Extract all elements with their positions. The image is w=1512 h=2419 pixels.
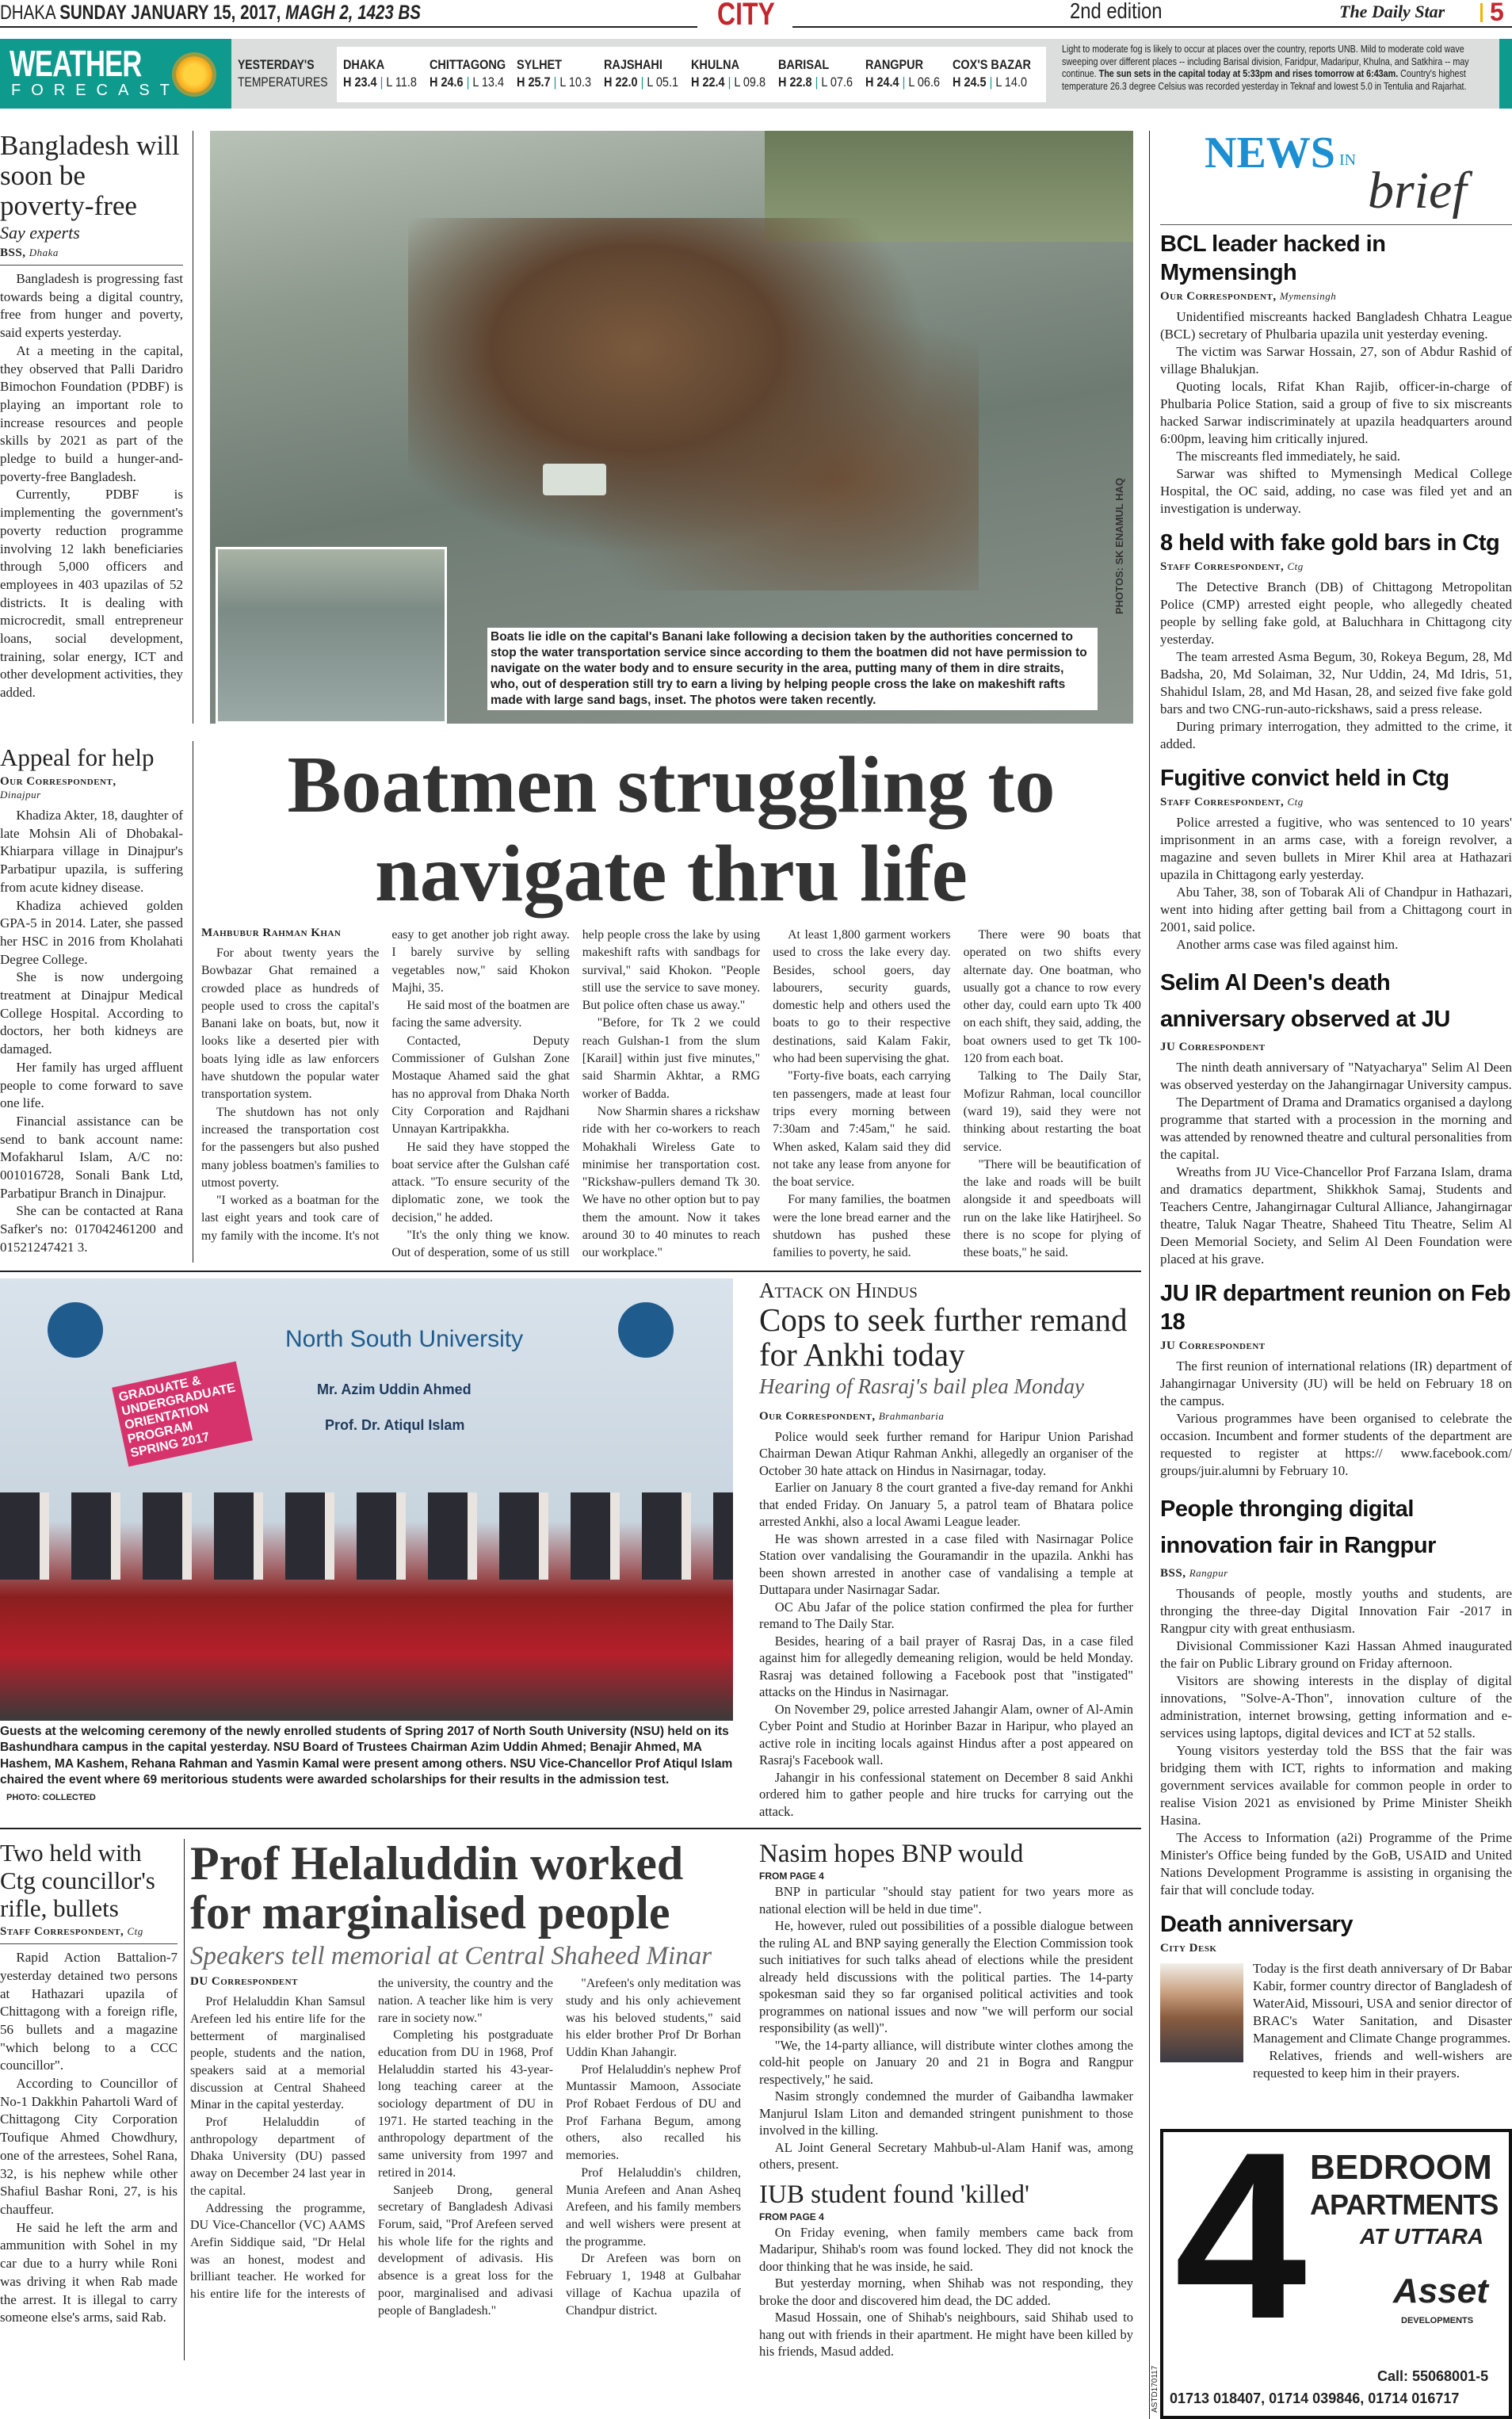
byline [0, 775, 183, 802]
byline [759, 1410, 1133, 1424]
paragraph: Dr Arefeen was born on February 1, 1948 at Gulbahar village of Kachua upazila of Chandpur district. [566, 2252, 741, 2318]
ad-brand-sub: DEVELOPMENTS [1401, 2316, 1474, 2325]
headline: BCL leader hacked in Mymensingh [1160, 231, 1386, 285]
byline-name: BSS, [0, 246, 26, 259]
city-temps: RANGPUR H 24.4 | L 06.6 [865, 57, 941, 90]
death-anniversary [1160, 1899, 1512, 2082]
row-bottom [0, 1828, 1141, 2360]
paragraph: Her family has urged affluent people to come forward to save one life. [0, 1059, 183, 1111]
ad-phones: 01713 018407, 01714 039846, 01714 016717 [1170, 2390, 1460, 2406]
paragraph: Bangladesh is progressing fast towards being a digital country, free from hunger and poverty, said experts yesterday. [0, 271, 183, 341]
paragraph: Rapid Action Battalion-7 yesterday detained two persons at Hathazari upazila of Chittagong with a foreign rifle, 56 bullets and a magazine "which belong to a CCC councillor". [0, 1950, 178, 2073]
story-body [1160, 579, 1512, 753]
city-temps: BARISAL H 22.8 | L 07.6 [778, 57, 853, 90]
high-temp: H 22.8 [778, 75, 812, 90]
row-nsu [0, 1271, 1141, 1821]
high-temp: H 24.6 [430, 75, 464, 90]
paragraph: Besides, hearing of a bail prayer of Rasraj Das, in a case filed against him for allegedly demeaning religion, would be held Monday. Rasraj was detained following a Facebook post that "instigated" attacks on the Hindus in Nasirnagar. [759, 1633, 1133, 1700]
photo-credit: PHOTOS: SK ENAMUL HAQ [1113, 477, 1125, 614]
paragraph: Khadiza Akter, 18, daughter of late Mohsin Ali of Dhobakal-Khiarpara village in Dinajpur's Parbatipur upazila, is suffering from acute kidney disease. [0, 808, 183, 895]
byline [1160, 1339, 1512, 1353]
headline: Appeal for help [0, 743, 155, 771]
byline-name: Our Correspondent, [1160, 290, 1277, 303]
paragraph: Prof Helaluddin's children, Munia Arefeen and Anan Asheq Arefeen, and his family members and well wishers were present at the programme. [566, 2165, 741, 2249]
headline: Cops to seek further remand for Ankhi today [759, 1301, 1128, 1373]
brief-story [1160, 1279, 1512, 1480]
nsu-emblem-right [618, 1302, 674, 1358]
paragraph: Young visitors yesterday told the BSS that the fair was bridging them with ICT, rights to information and making government services available for common people in order to realise Vision 2021 as envisioned by Prime Minister Sheikh Hasina. [1160, 1743, 1512, 1828]
paragraph: Financial assistance can be send to bank account name: Mofakharul Islam, A/C no: 001016728, Sonali Bank Ltd, Parbatipur Branch in Dinajpur. [0, 1113, 183, 1201]
paragraph: "It's the only thing we know. Out of desperation, some of us still help people cross the lake by using makeshift rafts with sandbags for survival," said Khokon. "People still use the service to save money. But police often chase us away." [391, 928, 761, 1260]
article-nasim [759, 1839, 1133, 2173]
paragraph: The miscreants fled immediately, he said. [1176, 449, 1400, 464]
weather-edge [1499, 39, 1512, 109]
raft [543, 464, 606, 495]
header-rule-left [0, 26, 697, 28]
headline: IUB student found 'killed' [759, 2180, 1029, 2209]
paragraph: Sarwar was shifted to Mymensingh Medical College Hospital, the OC said, adding, no case was filed yet and an investigation is underway. [1160, 466, 1512, 516]
paragraph: Thousands of people, mostly youths and students, are thronging the three-day Digital Innovation Fair -2017 in Rangpur city with great enthusiasm. [1160, 1586, 1512, 1636]
article-body [759, 2224, 1133, 2360]
continued-from: FROM PAGE 4 [759, 1871, 824, 1882]
header-rule-right [792, 26, 1512, 28]
paragraph: Prof Helaluddin Khan Samsul Arefeen led his entire life for the betterment of marginalised people, students and the nation, speakers said at a memorial discussion at Central Shaheed Minar in the capital yesterday. [190, 1995, 365, 2112]
byline-name: Staff Correspondent, [0, 1925, 124, 1939]
header-bangla-date: MAGH 2, 1423 BS [285, 2, 421, 24]
edition-label: 2nd edition [1070, 0, 1163, 23]
paragraph: "Before, for Tk 2 we could reach Gulshan-1 from the slum [Karail] within just five minutes," said Sharmin Akhtar, a RMG worker of Badda. [582, 1016, 761, 1101]
weather-text-2: Country's highest temperature 26.3 degree Celsius was recorded yesterday in Teknaf and lowest 5.0 in Tentulia and Rajarhat. [1062, 68, 1467, 92]
headline: Bangladesh will soon be poverty-free [0, 130, 180, 221]
byline-place: Dinajpur [0, 789, 41, 801]
article-hindus [759, 1278, 1133, 1821]
apartment-ad [1151, 2102, 1512, 2419]
paragraph: Divisional Commissioner Kazi Hassan Ahmed inaugurated the fair on Public Library ground on Friday afternoon. [1160, 1638, 1512, 1671]
paragraph: During primary interrogation, they admitted to the crime, it added. [1160, 719, 1512, 751]
paragraph: Wreaths from JU Vice-Chancellor Prof Farzana Islam, drama and dramatics department, Shikkhok Samaj, Students and Teachers Centre, Jahangirnagar Cultural Alliance, Jahangirnagar theatre, Taluk Nagar Theatre, Shaheed Titu Theatre, Selim Al Deen Memorial Society, and Selim Al Deen Foundation were placed at his grave. [1160, 1164, 1512, 1267]
city-temps: KHULNA H 22.4 | L 09.8 [691, 57, 766, 90]
article-body [0, 807, 183, 1257]
boatmen-headline: Boatmen struggling to navigate thru life [287, 740, 1056, 919]
paragraph: She can be contacted at Rana Safker's no: 017042461200 and 01521247421 3. [0, 1203, 183, 1255]
low-temp: L 14.0 [995, 75, 1028, 90]
inset-photo [216, 547, 447, 724]
row-top [0, 131, 1141, 724]
city-name: BARISAL [778, 57, 830, 72]
headline: Two held with Ctg councillor's rifle, bullets [0, 1839, 155, 1923]
byline: DU Correspondent [190, 1975, 298, 1989]
section-name: CITY [717, 0, 775, 32]
ad-line-3: AT UTTARA [1360, 2224, 1484, 2249]
paragraph: Police arrested a fugitive, who was sentenced to 10 years' imprisonment in an arms case, with a foreign revolver, a magazine and seven bullets in Mirer Khil area at Hathazari upazila in Chittagong early yesterday. [1160, 815, 1512, 882]
paragraph: Completing his postgraduate education from DU in 1968, Prof Helaluddin started his 43-year-long teaching career at the sociology department of DU in 1971. He started teaching in the anthropology department of the same university from 1997 and retired in 2014. [378, 2028, 553, 2180]
ad-big-number: 4 [1174, 2102, 1307, 2368]
guest-name-2: Prof. Dr. Atiqul Islam [325, 1416, 465, 1433]
paragraph: For many families, the boatmen were the lone bread earner and the shutdown has pushed these families to poverty, he said. [773, 1193, 951, 1260]
city-temps: CHITTAGONG H 24.6 | L 13.4 [430, 57, 506, 90]
weather-title: WEATHER [10, 43, 142, 84]
paragraph: The Access to Information (a2i) Programme of the Prime Minister's Office being funded by the GoB, USAID and United Nations Development Programme is assisting in organising the fair that will conclude today. [1160, 1830, 1512, 1897]
guests-row [0, 1492, 733, 1580]
row-boatmen [0, 741, 1141, 1263]
caption-text: Guests at the welcoming ceremony of the newly enrolled students of Spring 2017 of North South University (NSU) held on its Bashundhara campus in the capital yesterday. NSU Board of Trustees Chairman Azim Uddin Ahmed; Benajir Ahmed, MA Hashem, MA Kashem, Rehana Rahman and Yasmin Kamal were present among others. NSU Vice-Chancellor Prof Atiqul Islam chaired the event where 69 meritorious students were awarded scholarships for their results in the admission test. [0, 1724, 733, 1787]
weather-text [1062, 44, 1484, 93]
city-name: CHITTAGONG [430, 57, 506, 72]
low-temp: L 11.8 [386, 75, 417, 90]
paragraph: Currently, PDBF is implementing the government's poverty reduction programme involving 12 lakh beneficiaries through 5,000 officers and employees in 403 upazilas of 52 districts. It is dealing with microcredit, small entrepreneur loans, social development, training, solar energy, ICT and other development activities, they added. [0, 487, 183, 701]
article-body [190, 1975, 741, 2319]
paragraph: AL Joint General Secretary Mahbub-ul-Alam Hanif was, among others, present. [759, 2139, 1133, 2173]
paragraph: BNP in particular "should stay patient for two years more as national election will be held in due time". [759, 1884, 1133, 1916]
byline [0, 1925, 178, 1939]
byline-name: Our Correspondent, [759, 1409, 876, 1423]
paper-logo: The Daily Star [1339, 2, 1445, 21]
paragraph: The Detective Branch (DB) of Chittagong Metropolitan Police (CMP) arrested eight people, who allegedly cheated people by selling fake gold, at Baluchhara in Chittagong city yesterday. [1160, 579, 1512, 647]
weather-text-1: Light to moderate fog is likely to occur at places over the country, reports UNB. Mild to moderate cold wave sweeping over different places -- including Barisal division, Faridpur, Madaripur, Khulna, and Satkhira -- may continue. [1062, 44, 1469, 79]
paragraph: Addressing the programme, DU Vice-Chancellor (VC) AAMS Arefin Siddique said, "Dr Helal was an honest, modest and brilliant teacher. He worked for his entire life for the interests of the university, the country and the nation. A teacher like him is very rare in society now." [190, 1977, 553, 2302]
ad-line-1: BEDROOM [1310, 2148, 1492, 2187]
article-ctg-rifle [0, 1839, 178, 2327]
paragraph: Prof Helaluddin of anthropology department of Dhaka University (DU) passed away on December 24 last year in the capital. [190, 2115, 365, 2198]
brief-story [1160, 529, 1512, 753]
photo-credit: PHOTO: COLLECTED [6, 1792, 96, 1802]
paragraph: He said he left the arm and ammunition with Sohel in my car due to a hurry while Roni was driving it when Rab made the arrest. It is illegal to carry someone else's arms, said Rab. [0, 2219, 178, 2325]
guest-name-1: Mr. Azim Uddin Ahmed [317, 1381, 472, 1397]
paragraph: The Department of Drama and Dramatics organised a daylong programme that started with a procession in the morning and was attended by renowned theatre and cultural personalities from the capital. [1160, 1095, 1512, 1162]
paragraph: "We, the 14-party alliance, will distribute winter clothes among the cold-hit people on January 20 and 21 in Bogra and Rangpur respectively," he said. [759, 2037, 1133, 2087]
paragraph: Today is the first death anniversary of Dr Babar Kabir, former country director of Bangladesh of WaterAid, Missouri, USA and senior director of BRAC's Water Sanitation, and Disaster Management and Climate Change programmes. [1253, 1961, 1512, 2046]
ad-call: Call: 55068001-5 [1377, 2368, 1489, 2384]
ad-code: ASTD170117 [1151, 2365, 1159, 2413]
byline-place: Ctg [1287, 560, 1304, 572]
paragraph: She is now undergoing treatment at Dinajpur Medical College Hospital. According to doctors, her both kidneys are damaged. [0, 969, 183, 1057]
paragraph: On November 29, police arrested Jahangir Alam, owner of Al-Amin Cyber Point and Studio at Horinber Bazar in Haripur, who played an active role in inciting locals against Hindus after a post appeared on Rasraj's Facebook wall. [759, 1701, 1133, 1768]
low-temp: L 06.6 [908, 75, 941, 90]
weather-sun-times: The sun sets in the capital today at 5:33pm and rises tomorrow at 6:43am. [1098, 68, 1399, 79]
paragraph: For about twenty years the Bowbazar Ghat remained a crowded place as hundreds of people used to cross the capital's Banani lake on boats, but, now it looks like a deserted pier with boats lying idle as law enforcers have shutdown the popular water transportation system. [201, 946, 380, 1102]
paragraph: "Arefeen's only meditation was study and his only achievement was his beloved students," said his elder brother Prof Dr Borhan Uddin Khan Jahangir. [566, 1977, 741, 2059]
paragraph: At least 1,800 garment workers used to cross the lake every day. Besides, school goers, day labourers, security guards, domestic help and others used the boats to go to their respective destinations, said Kalam Fakir, who had been supervising the ghat. [773, 928, 951, 1066]
paragraph: The shutdown has not only increased the transportation cost for the passengers but also pushed many jobless boatmen's families to utmost poverty. [201, 1105, 380, 1190]
paragraph: Quoting locals, Rifat Khan Rajib, officer-in-charge of Phulbaria Police Station, said a group of five to six miscreants hacked Sarwar indiscriminately at upazila headquarters around 6:00pm, leaving him critically injured. [1160, 379, 1512, 446]
temps-box [337, 47, 1046, 102]
story-body [1160, 1585, 1512, 1899]
paragraph: Sanjeeb Drong, general secretary of Bangladesh Adivasi Forum, said, "Prof Arefeen served his whole life for the rights and development of adivasis. His absence is a great loss for the poor, marginalised and adivasi people of Bangladesh." [378, 2183, 553, 2318]
paragraph: "Forty-five boats, each carrying ten passengers, made at least four trips every morning between 7:30am and 7:45am," he said. When asked, Kalam said they did not take any lease from anyone for the boat service. [773, 1069, 951, 1190]
kicker: Attack on Hindus [759, 1278, 918, 1302]
page-header [0, 0, 1512, 32]
temps-label: YESTERDAY'S [238, 57, 315, 72]
byline: City Desk [1160, 1942, 1217, 1955]
paragraph: Earlier on January 8 the court granted a five-day remand for Ankhi that ended Friday. On January 5, a patrol team of Bhatara police arrested Ankhi, also a local Awami League leader. [759, 1480, 1133, 1530]
byline-place: Rangpur [1189, 1567, 1228, 1579]
story-body [1160, 814, 1512, 953]
orientation-banner: GRADUATE & UNDERGRADUATE ORIENTATION PROGRAM SPRING 2017 [112, 1361, 253, 1466]
byline-place: Ctg [127, 1925, 143, 1938]
high-temp: H 22.0 [604, 75, 638, 90]
headline: JU IR department reunion on Feb 18 [1160, 1281, 1511, 1335]
boats-photo [210, 131, 1133, 724]
page-number: 5 [1490, 0, 1504, 26]
paragraph: Jahangir in his confessional statement on December 8 said Ankhi ordered him to gather people and hire trucks for carrying out the attack. [759, 1769, 1133, 1819]
brief-title-brief: brief [1368, 162, 1467, 220]
continued-from: FROM PAGE 4 [759, 2211, 824, 2222]
byline-name: BSS, [1160, 1567, 1186, 1580]
high-temp: H 22.4 [691, 75, 725, 90]
story-body [1160, 308, 1512, 518]
byline-name: Staff Correspondent, [1160, 560, 1285, 573]
brief-masthead [1160, 128, 1512, 224]
paragraph: The team arrested Asma Begum, 30, Rokeya Begum, 28, Md Badsha, 20, Md Solaiman, 32, Nur Uddin, 24, Md Idris, 51, Shahidul Islam, 28, and Md Hasan, 28, and seized five fake gold bars and two CNG-run-auto-rickshaws, said a press release. [1160, 649, 1512, 717]
city-temps: SYLHET H 25.7 | L 10.3 [517, 57, 592, 90]
article-iub [759, 2180, 1133, 2360]
paragraph: But yesterday morning, when Shihab was not responding, they broke the door and discovered him dead, the DC added. [759, 2276, 1133, 2308]
weather-subtitle: FORECAST [11, 82, 180, 99]
weather-logo [0, 39, 231, 109]
paragraph: Abu Taher, 38, son of Tobarak Ali of Chandpur in Hathazari, went into hiding after getting bail from a Chittagong court in 2001, said police. [1160, 885, 1512, 934]
paragraph: Prof Helaluddin's nephew Prof Muntassir Mamoon, Associate Prof Robaet Ferdous of DU and Prof Farhana Begum, among others, also recalled his memories. [566, 2062, 741, 2163]
story-body [1160, 1358, 1512, 1480]
paragraph: Visitors are showing interests in the display of digital innovations, "Solve-A-Thon", innovation culture of the administration, internet browsing, getting information and e-services using laptops, digital devices and ICT at 52 stalls. [1160, 1673, 1512, 1741]
brief-story [1160, 764, 1512, 953]
city-temps: COX'S BAZAR H 24.5 | L 14.0 [953, 57, 1032, 90]
low-temp: L 09.8 [734, 75, 766, 90]
paragraph: He was shown arrested in a case filed with Nasirnagar Police Station over vandalising the Gouramandir in the upazila. Ankhi has been shown arrested in another case of vandalising a temple at Duttapara under Nasirnagar Sadar. [759, 1531, 1133, 1598]
story-body [1160, 1059, 1512, 1268]
byline: Mahbubur Rahman Khan [201, 927, 342, 939]
paragraph: Khadiza achieved golden GPA-5 in 2014. Later, she passed her HSC in 2016 from Kholahati Degree College. [0, 897, 183, 967]
byline-place: Brahmanbaria [878, 1409, 945, 1422]
byline [1160, 290, 1512, 304]
brief-title-news: NEWS [1205, 128, 1335, 178]
paragraph: He said most of the boatmen are facing the same adversity. [391, 999, 570, 1030]
ad-line-2: APARTMENTS [1310, 2188, 1499, 2221]
news-in-brief [1160, 128, 1512, 2082]
header-date: SUNDAY JANUARY 15, 2017, [59, 2, 281, 24]
paragraph: He said they have stopped the boat service after the Gulshan café attack. "To ensure security of the diplomatic zone, we took the decision," he added. [391, 1140, 570, 1225]
byline [1160, 1567, 1512, 1580]
article-poverty [0, 131, 183, 702]
brief-story [1160, 965, 1512, 1268]
article-boatmen [201, 927, 1141, 1263]
high-temp: H 23.4 [343, 75, 377, 90]
paragraph: The victim was Sarwar Hossain, 27, son of Abdur Rashid of village Bhalukjan. [1160, 344, 1512, 376]
city-name: RANGPUR [865, 57, 924, 72]
nsu-emblem-left [48, 1302, 103, 1358]
ad-brand-logo: Asset [1393, 2272, 1488, 2310]
high-temp: H 24.5 [953, 75, 987, 90]
paragraph: The ninth death anniversary of "Natyacharya" Selim Al Deen was observed yesterday on the Jahangirnagar University campus. [1160, 1060, 1512, 1092]
subheadline: Hearing of Rasraj's bail plea Monday [759, 1374, 1084, 1398]
article-body [759, 1883, 1133, 2173]
article-appeal [0, 743, 183, 1257]
weather-bar [0, 39, 1512, 109]
headline: Death anniversary [1160, 1912, 1353, 1937]
headline: Selim Al Deen's death anniversary observed at JU [1160, 970, 1450, 1032]
paragraph: "There will be beautification of the lake and roads will be built alongside it and speedboats will run on the lake like Hatirjheel. So there is no scope for plying of these boats," he said. [963, 1157, 1141, 1260]
brief-title-in: IN [1339, 151, 1357, 169]
byline-name: Our Correspondent, [0, 775, 116, 788]
paragraph: Unidentified miscreants hacked Bangladesh Chhatra League (BCL) secretary of Phulbaria upazila unit yesterday evening. [1160, 309, 1512, 342]
header-divider [1480, 3, 1483, 22]
article-body [0, 270, 183, 702]
low-temp: L 10.3 [559, 75, 592, 90]
city-name: COX'S BAZAR [953, 57, 1032, 72]
paragraph: Talking to The Daily Star, Mofizur Rahman, local councillor (ward 19), said they were not thinking about restarting the boat service. [963, 1069, 1141, 1154]
kicker: Say experts [0, 223, 80, 243]
city-temps: RAJSHAHI H 22.0 | L 05.1 [604, 57, 679, 90]
article-helaluddin [190, 1839, 741, 2319]
article-body [201, 927, 1141, 1263]
byline-place: Mymensingh [1279, 290, 1337, 302]
paragraph: Police would seek further remand for Haripur Union Parishad Chairman Dewan Atiqur Rahman Ankhi, allegedly an organiser of the October 30 hate attack on Hindus in Nasirnagar, today. [759, 1428, 1133, 1478]
low-temp: L 07.6 [821, 75, 853, 90]
paragraph: Another arms case was filed against him. [1176, 937, 1399, 952]
sun-icon [176, 56, 212, 93]
paragraph: Masud Hossain, one of Shihab's neighbours, said Shihab used to hang out with friends in their apartment. He might have been killed by his friends, Masud added. [759, 2310, 1133, 2360]
paragraph: "I worked as a boatman for the last eight years and took care of my family with the income. It's not easy to get another job right away. I barely survive by selling vegetables now," said Khokon Majhi, 35. [201, 928, 570, 1243]
byline-place: Ctg [1287, 796, 1304, 808]
paragraph: OC Abu Jafar of the police station confirmed the plea for further remand to The Daily Star. [759, 1599, 1133, 1632]
byline [1160, 560, 1512, 574]
photo-caption: Boats lie idle on the capital's Banani lake following a decision taken by the authorities concerned to stop the water transportation service since according to them the boatmen did not have permission to navigate on the water body and to ensure security in the area, putting many of them in dire straits, who, out of desperation still try to earn a living by helping people cross the lake on makeshift rafts made with large sand bags, inset. The photos were taken recently. [487, 628, 1098, 710]
high-temp: H 25.7 [517, 75, 551, 90]
byline-name: JU Correspondent [1160, 1339, 1266, 1352]
byline [0, 246, 183, 260]
paragraph: Contacted, Deputy Commissioner of Gulshan Zone Mostaque Ahamed said the ghat has no approval from Dhaka North City Corporation and Rajdhani Unnayan Kartripakkha. [391, 1034, 570, 1137]
byline [1160, 1041, 1512, 1054]
byline-place: Dhaka [29, 246, 59, 258]
portrait-photo [1160, 1963, 1243, 2062]
city-temps: DHAKA H 23.4 | L 11.8 [343, 57, 417, 90]
subheadline: Speakers tell memorial at Central Shaheed Minar [190, 1942, 712, 1971]
article-body [0, 1949, 178, 2327]
city-name: SYLHET [517, 57, 563, 72]
byline [1160, 796, 1512, 809]
paragraph: Nasim strongly condemned the murder of Gaibandha lawmaker Manjurul Islam Liton and demanded stringent punishment to those involved in the killing. [759, 2088, 1133, 2138]
paragraph: Now Sharmin shares a rickshaw ride with her co-workers to reach Mohakhali Wireless Gate to minimise her transportation cost. "Rickshaw-pullers demand Tk 30. We have no other option but to pay them the amount. Now it takes around 30 to 40 minutes to reach our workplace." [582, 1104, 761, 1260]
headline: Prof Helaluddin worked for marginalised people [190, 1837, 684, 1939]
paragraph: On Friday evening, when family members came back from Madaripur, Shihab's room was found locked. They did not knock the door thinking that he was inside, he said. [759, 2224, 1133, 2274]
city-name: RAJSHAHI [604, 57, 663, 72]
paragraph: There were 90 boats that operated on two shifts every alternate day. One boatman, who usually got a chance to row every other day, could earn upto Tk 400 on each shift, they said, adding, the boat owners used to get Tk 100-120 from each boat. [963, 928, 1141, 1066]
headline: Fugitive convict held in Ctg [1160, 766, 1449, 791]
headline: Nasim hopes BNP would [759, 1840, 1024, 1869]
paragraph: According to Councillor of No-1 Dakkhin Pahartoli Ward of Chittagong City Corporation Toufique Ahmed Chowdhury, one of the arrestees, Sohel Rana, 32, is his nephew while other Shafiul Bashar Roni, 27, is his chauffeur. [0, 2076, 178, 2217]
byline-name: JU Correspondent [1160, 1041, 1266, 1053]
low-temp: L 13.4 [472, 75, 505, 90]
high-temp: H 24.4 [865, 75, 899, 90]
city-name: DHAKA [343, 57, 385, 72]
low-temp: L 05.1 [647, 75, 679, 90]
paragraph: Relatives, friends and well-wishers are requested to keep him in their prayers. [1253, 2048, 1512, 2081]
article-body [759, 1428, 1133, 1821]
header-city: DHAKA [0, 2, 55, 24]
paragraph: He, however, ruled out possibilities of a possible dialogue between the ruling AL and BNP saying generally the Election Commission took such initiatives for such talks ahead of elections while the president already held discussions with the political parties. The 14-party spokesman said they so far organised political activities and took programmes on national issues and now "we will perform our social responsibility (as well)". [759, 1918, 1133, 2036]
byline-name: Staff Correspondent, [1160, 796, 1285, 808]
brief-story [1160, 1491, 1512, 1899]
paragraph: The first reunion of international relations (IR) department of Jahangirnagar University (JU) will be held on February 18 on the campus. [1160, 1359, 1512, 1408]
boats [408, 218, 979, 590]
paragraph: Various programmes have been organised to celebrate the occasion. Incumbent and former students of the department are requested to register at https:// www.facebook.com/ groups/juir.alumni by February 10. [1160, 1411, 1512, 1478]
nsu-banner: North South University [285, 1325, 524, 1352]
temps-sublabel: TEMPERATURES [238, 75, 328, 90]
city-name: KHULNA [691, 57, 740, 72]
headline: 8 held with fake gold bars in Ctg [1160, 530, 1500, 556]
headline: People thronging digital innovation fair in Rangpur [1160, 1496, 1436, 1558]
nsu-photo [0, 1278, 733, 1721]
brief-story [1160, 230, 1512, 518]
nsu-caption [0, 1724, 733, 1806]
paragraph: At a meeting in the capital, they observed that Palli Daridro Bimochon Foundation (PDBF) is playing an important role to increase resources and people skills by 2021 as part of the pledge to build a hunger-and-poverty-free Bangladesh. [0, 342, 183, 484]
